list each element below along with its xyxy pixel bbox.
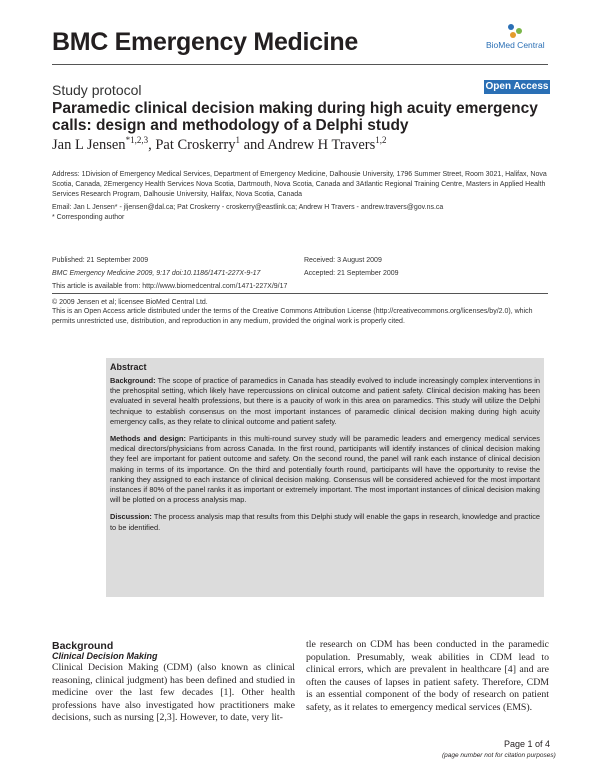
author-affiliation: 1	[235, 135, 240, 145]
open-access-badge: Open Access	[485, 81, 549, 92]
journal-title: BMC Emergency Medicine	[52, 28, 358, 56]
abstract-discussion-label: Discussion:	[110, 512, 152, 522]
abstract-heading: Abstract	[110, 362, 147, 372]
subsection-heading: Clinical Decision Making	[52, 651, 158, 661]
author-list: Jan L Jensen$^{*1,2,3}$, Pat Croskerry$^1$ and Andrew H Travers$^{1,2}$	[52, 135, 387, 153]
abstract-background-label: Background:	[110, 376, 156, 385]
author-emails: Email: Jan L Jensen* - jljensen@dal.ca; Pat Croskerry - croskerry@eastlink.ca; Andrew H Travers - andrew.travers@gov.ns.ca	[52, 204, 444, 211]
section-heading: Background	[52, 640, 114, 652]
license-text: This is an Open Access article distributed under the terms of the Creative Commons Attribution License (http://creativecommons.org/licenses/by/2.0), which permits unrestricted use, distribution, and reproduction in any medium, provided the original work is properly cited.	[52, 308, 533, 325]
abstract-background: The scope of practice of paramedics in Canada has steadily evolved to include increasingly complex interventions in the prehospital setting, which likely have repercussions on clinical outcome and patient safety. Clinical decision making has been evaluated in several health professions, but there is a paucity of work in this area on paramedics. This study will utilize the Delphi technique to establish consensus on the most important instances of paramedic clinical decision making during high acuity emergency calls, as they relate to clinical outcome and patient safety.	[110, 376, 541, 426]
accepted-date: Accepted: 21 September 2009	[304, 270, 399, 277]
abstract-body	[110, 376, 540, 540]
author-affiliation: 1,2	[375, 135, 387, 145]
page-number-note: (page number not for citation purposes)	[442, 752, 556, 759]
copyright-notice: © 2009 Jensen et al; licensee BioMed Central Ltd.	[52, 299, 208, 306]
received-date: Received: 3 August 2009	[304, 257, 382, 264]
citation-doi: BMC Emergency Medicine 2009, 9:17 doi:10.1186/1471-227X-9-17	[52, 270, 261, 277]
abstract-methods: Participants in this multi-round survey study will be paramedic leaders and emergency medical services medical directors/physicians from across Canada. In the first round, participants will identify instances of clinical decision making they feel are important for patient outcome and safety. On the second round, the panel will rank each instance of clinical decision making in terms of its importance. On the third and potentially fourth round, participants will have the opportunity to revise the ranking they assigned to each instance of clinical decision making. Consensus will be considered achieved for the most important instances if 80% of the panel ranks it as important or extremely important. The most important instances of clinical decision making will be plotted on a process analysis map.	[110, 434, 540, 505]
body-column-right: tle research on CDM has been conducted in the paramedic population. Presumably, weak abilities in CDM lead to clinical errors, which are prevalent in healthcare [4] and are often the causes of lapses in patient safety. Therefore, CDM is an essential component of the body of research on patient safety, as it relates to emergency medical services (EMS).	[306, 639, 549, 713]
article-url[interactable]: This article is available from: http://www.biomedcentral.com/1471-227X/9/17	[52, 283, 288, 290]
published-date: Published: 21 September 2009	[52, 257, 149, 264]
affiliation-address: Address: 1Division of Emergency Medical Services, Department of Emergency Medicine, Dalhousie University, 1796 Summer Street, Room 3021, Halifax, Nova Scotia, Canada, 2Emergency Health Services Nova Scotia, Dartmouth, Nova Scotia, Canada and 3Atlantic Regional Training Centre, Masters in Applied Health Services Research Program, Dalhousie University, Halifax, Nova Scotia, Canada	[52, 171, 547, 198]
abstract-discussion: The process analysis map that results from this Delphi study will enable the gaps in research, knowledge and practice to be identified.	[110, 512, 540, 532]
meta-rule	[52, 293, 548, 294]
author-name: Pat Croskerry	[155, 136, 236, 153]
corresponding-author-note: * Corresponding author	[52, 214, 125, 221]
body-column-left: Clinical Decision Making (CDM) (also known as clinical reasoning, clinical judgment) has been defined and studied in medicine over the last few decades [1]. Other health professions have also investigated how practitioners make decisions, such as nursing [2,3]. However, to date, very lit-	[52, 662, 295, 724]
publisher-logo-text: BioMed Central	[486, 40, 545, 50]
author-affiliation: *1,2,3	[125, 135, 149, 145]
header-rule	[52, 64, 548, 65]
author-name: Jan L Jensen	[52, 136, 126, 153]
article-title: Paramedic clinical decision making during high acuity emergency calls: design and methodology of a Delphi study	[52, 100, 538, 134]
abstract-methods-label: Methods and design:	[110, 434, 186, 444]
page-number: Page 1 of 4	[504, 739, 551, 749]
article-type: Study protocol	[52, 82, 142, 98]
author-name: Andrew H Travers	[267, 136, 376, 153]
